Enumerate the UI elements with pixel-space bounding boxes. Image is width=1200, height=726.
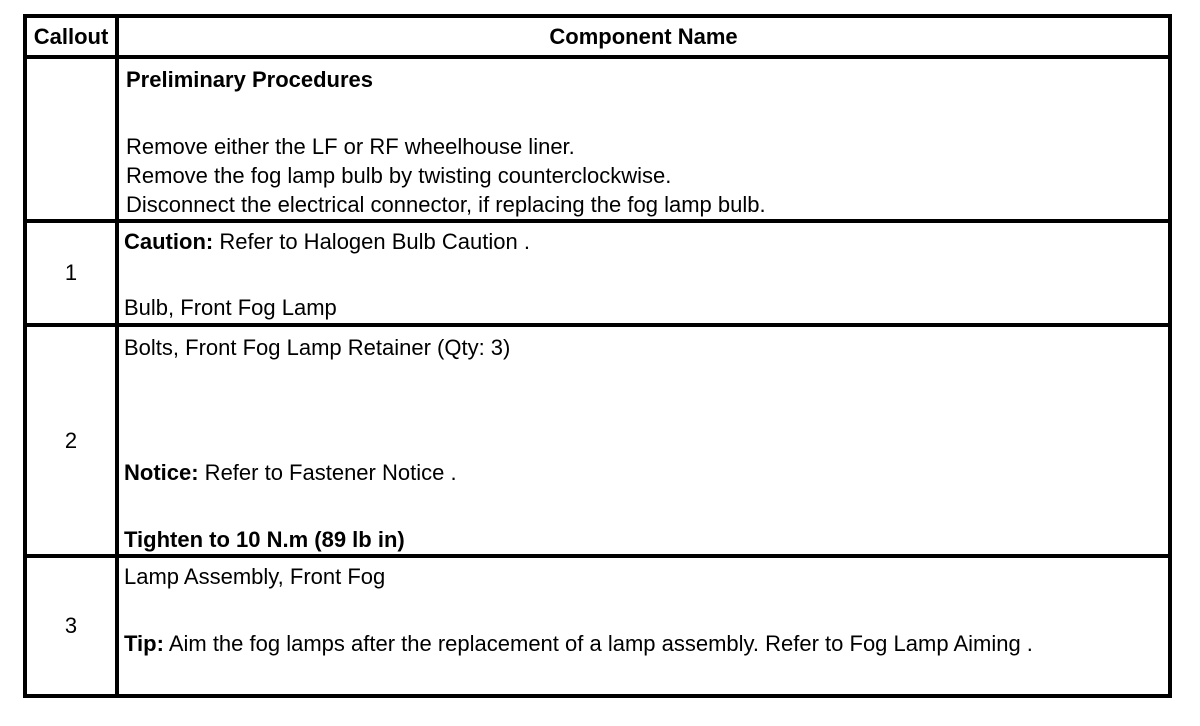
- torque-spec: Tighten to 10 N.m (89 lb in): [124, 527, 405, 552]
- component-name: Lamp Assembly, Front Fog: [124, 564, 386, 589]
- notice-label: Notice:: [124, 460, 199, 485]
- callout-cell-empty: [25, 57, 117, 221]
- callout-number: 2: [25, 325, 117, 556]
- table-row: [25, 556, 1170, 696]
- table-header-row: [25, 16, 1170, 57]
- callout-number: 3: [25, 556, 117, 696]
- table-row: [25, 221, 1170, 325]
- preliminary-step: Remove the fog lamp bulb by twisting counterclockwise.: [126, 163, 672, 188]
- component-cell: [117, 325, 1170, 556]
- component-name-header: Component Name: [117, 16, 1170, 57]
- component-cell: [117, 556, 1170, 696]
- caution-line: [124, 227, 1168, 256]
- preliminary-title: Preliminary Procedures: [126, 67, 374, 92]
- callout-number: 1: [25, 221, 117, 325]
- tip-line: [124, 629, 1168, 658]
- tip-text: Aim the fog lamps after the replacement of a lamp assembly. Refer to Fog Lamp Aiming .: [163, 631, 1033, 656]
- tip-label: Tip:: [124, 631, 164, 656]
- preliminary-cell: [117, 57, 1170, 221]
- preliminary-step: Disconnect the electrical connector, if replacing the fog lamp bulb.: [126, 192, 766, 217]
- preliminary-step: Remove either the LF or RF wheelhouse liner.: [126, 134, 575, 159]
- component-name: Bulb, Front Fog Lamp: [124, 295, 337, 320]
- table-row: [25, 325, 1170, 556]
- table-row-preliminary: [25, 57, 1170, 221]
- component-cell: [117, 221, 1170, 325]
- callout-header: Callout: [25, 16, 117, 57]
- component-table: [23, 14, 1172, 698]
- notice-line: [124, 458, 1168, 487]
- caution-text: Refer to Halogen Bulb Caution .: [213, 229, 530, 254]
- notice-text: Refer to Fastener Notice .: [198, 460, 457, 485]
- caution-label: Caution:: [124, 229, 214, 254]
- component-name: Bolts, Front Fog Lamp Retainer (Qty: 3): [124, 335, 511, 360]
